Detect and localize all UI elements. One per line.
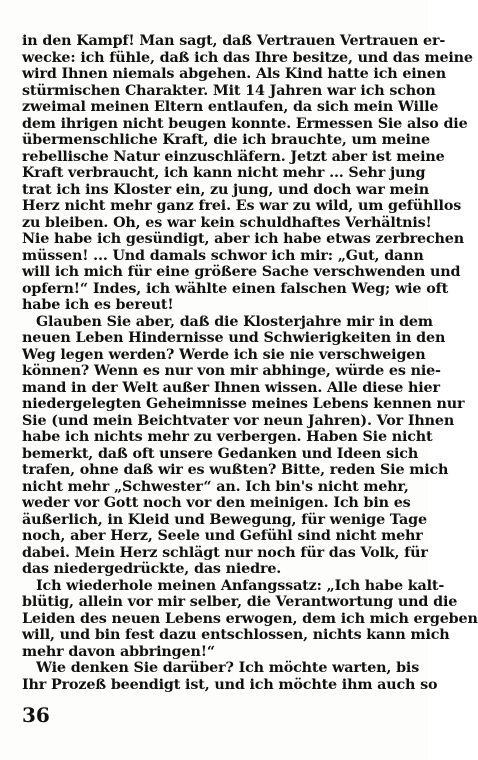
text-line: Glauben Sie aber, daß die Klosterjahre mir in dem bbox=[36, 313, 433, 330]
text-line: Kraft verbraucht, ich kann nicht mehr ... Sehr jung bbox=[22, 165, 426, 181]
text-line: weder vor Gott noch vor den meinigen. Ich bin es bbox=[22, 495, 411, 511]
text-line: Leiden des neuen Lebens erwogen, dem ich mich ergeben bbox=[22, 610, 478, 627]
text-line: opfern!“ Indes, ich wählte einen falschen Weg; wie oft bbox=[22, 280, 449, 297]
text-line: nicht mehr „Schwester“ an. Ich bin's nicht mehr, bbox=[22, 478, 409, 495]
text-line: habe ich es bereut! bbox=[22, 297, 174, 313]
text-line: blütig, allein vor mir selber, die Verantwortung und die bbox=[22, 594, 458, 610]
text-line: noch, aber Herz, Seele und Gefühl sind nicht mehr bbox=[22, 528, 423, 544]
text-line: niedergelegten Geheimnisse meines Lebens kennen nur bbox=[22, 396, 465, 412]
text-line: neuen Leben Hindernisse und Schwierigkeiten in den bbox=[22, 330, 446, 346]
text-line: zweimal meinen Eltern entlaufen, da sich mein Wille bbox=[22, 99, 439, 115]
text-line: Sie (und mein Beichtvater vor neun Jahren). Vor Ihnen bbox=[22, 412, 455, 429]
text-line: das niedergedrückte, das niedre. bbox=[22, 561, 282, 577]
text-line: trat ich ins Kloster ein, zu jung, und doch war mein bbox=[22, 181, 429, 198]
text-line: wecke: ich fühle, daß ich das Ihre besitze, und das meine bbox=[22, 49, 473, 66]
text-line: Herz nicht mehr ganz frei. Es war zu wild, um gefühllos bbox=[22, 198, 462, 214]
text-line: Ihr Prozeß beendigt ist, und ich möchte ihm auch so bbox=[22, 676, 438, 693]
text-line: rebellische Natur einzuschläfern. Jetzt aber ist meine bbox=[22, 148, 445, 165]
text-line: Ich wiederhole meinen Anfangssatz: „Ich habe kalt- bbox=[36, 577, 445, 594]
text-line: äußerlich, in Kleid und Bewegung, für wenige Tage bbox=[22, 511, 427, 528]
text-line: dem ihrigen nicht beugen konnte. Ermessen Sie also die bbox=[22, 115, 468, 132]
text-line: will ich mich für eine größere Sache verschwenden und bbox=[22, 264, 461, 280]
text-line: müssen! ... Und damals schwor ich mir: „Gut, dann bbox=[22, 247, 424, 264]
text-line: bemerkt, daß oft unsere Gedanken und Ideen sich bbox=[22, 445, 419, 462]
text-line: übermenschliche Kraft, die ich brauchte, um meine bbox=[22, 132, 430, 148]
text-line: wird Ihnen niemals abgehen. Als Kind hatte ich einen bbox=[22, 66, 446, 82]
text-line: habe ich nichts mehr zu verbergen. Haben Sie nicht bbox=[22, 429, 433, 445]
text-line: mehr davon abbringen!“ bbox=[22, 643, 215, 660]
text-line: mand in der Welt außer Ihnen wissen. Alle diese hier bbox=[22, 379, 440, 396]
text-line: stürmischen Charakter. Mit 14 Jahren war ich schon bbox=[22, 82, 436, 99]
text-line: in den Kampf! Man sagt, daß Vertrauen Vertrauen er- bbox=[22, 33, 446, 49]
page-number: 36 bbox=[22, 703, 50, 727]
text-line: Wie denken Sie darüber? Ich möchte warten, bis bbox=[36, 660, 420, 676]
text-line: trafen, ohne daß wir es wußten? Bitte, reden Sie mich bbox=[22, 462, 449, 478]
text-line: Nie habe ich gesündigt, aber ich habe etwas zerbrechen bbox=[22, 231, 464, 247]
text-line: können? Wenn es nur von mir abhinge, würde es nie- bbox=[22, 363, 441, 379]
text-line: will, und bin fest dazu entschlossen, nichts kann mich bbox=[22, 627, 450, 643]
text-line: Weg legen werden? Werde ich sie nie verschweigen bbox=[22, 346, 426, 363]
text-line: dabei. Mein Herz schlägt nur noch für das Volk, für bbox=[22, 544, 428, 561]
text-line: zu bleiben. Oh, es war kein schuldhaftes Verhältnis! bbox=[22, 214, 432, 231]
